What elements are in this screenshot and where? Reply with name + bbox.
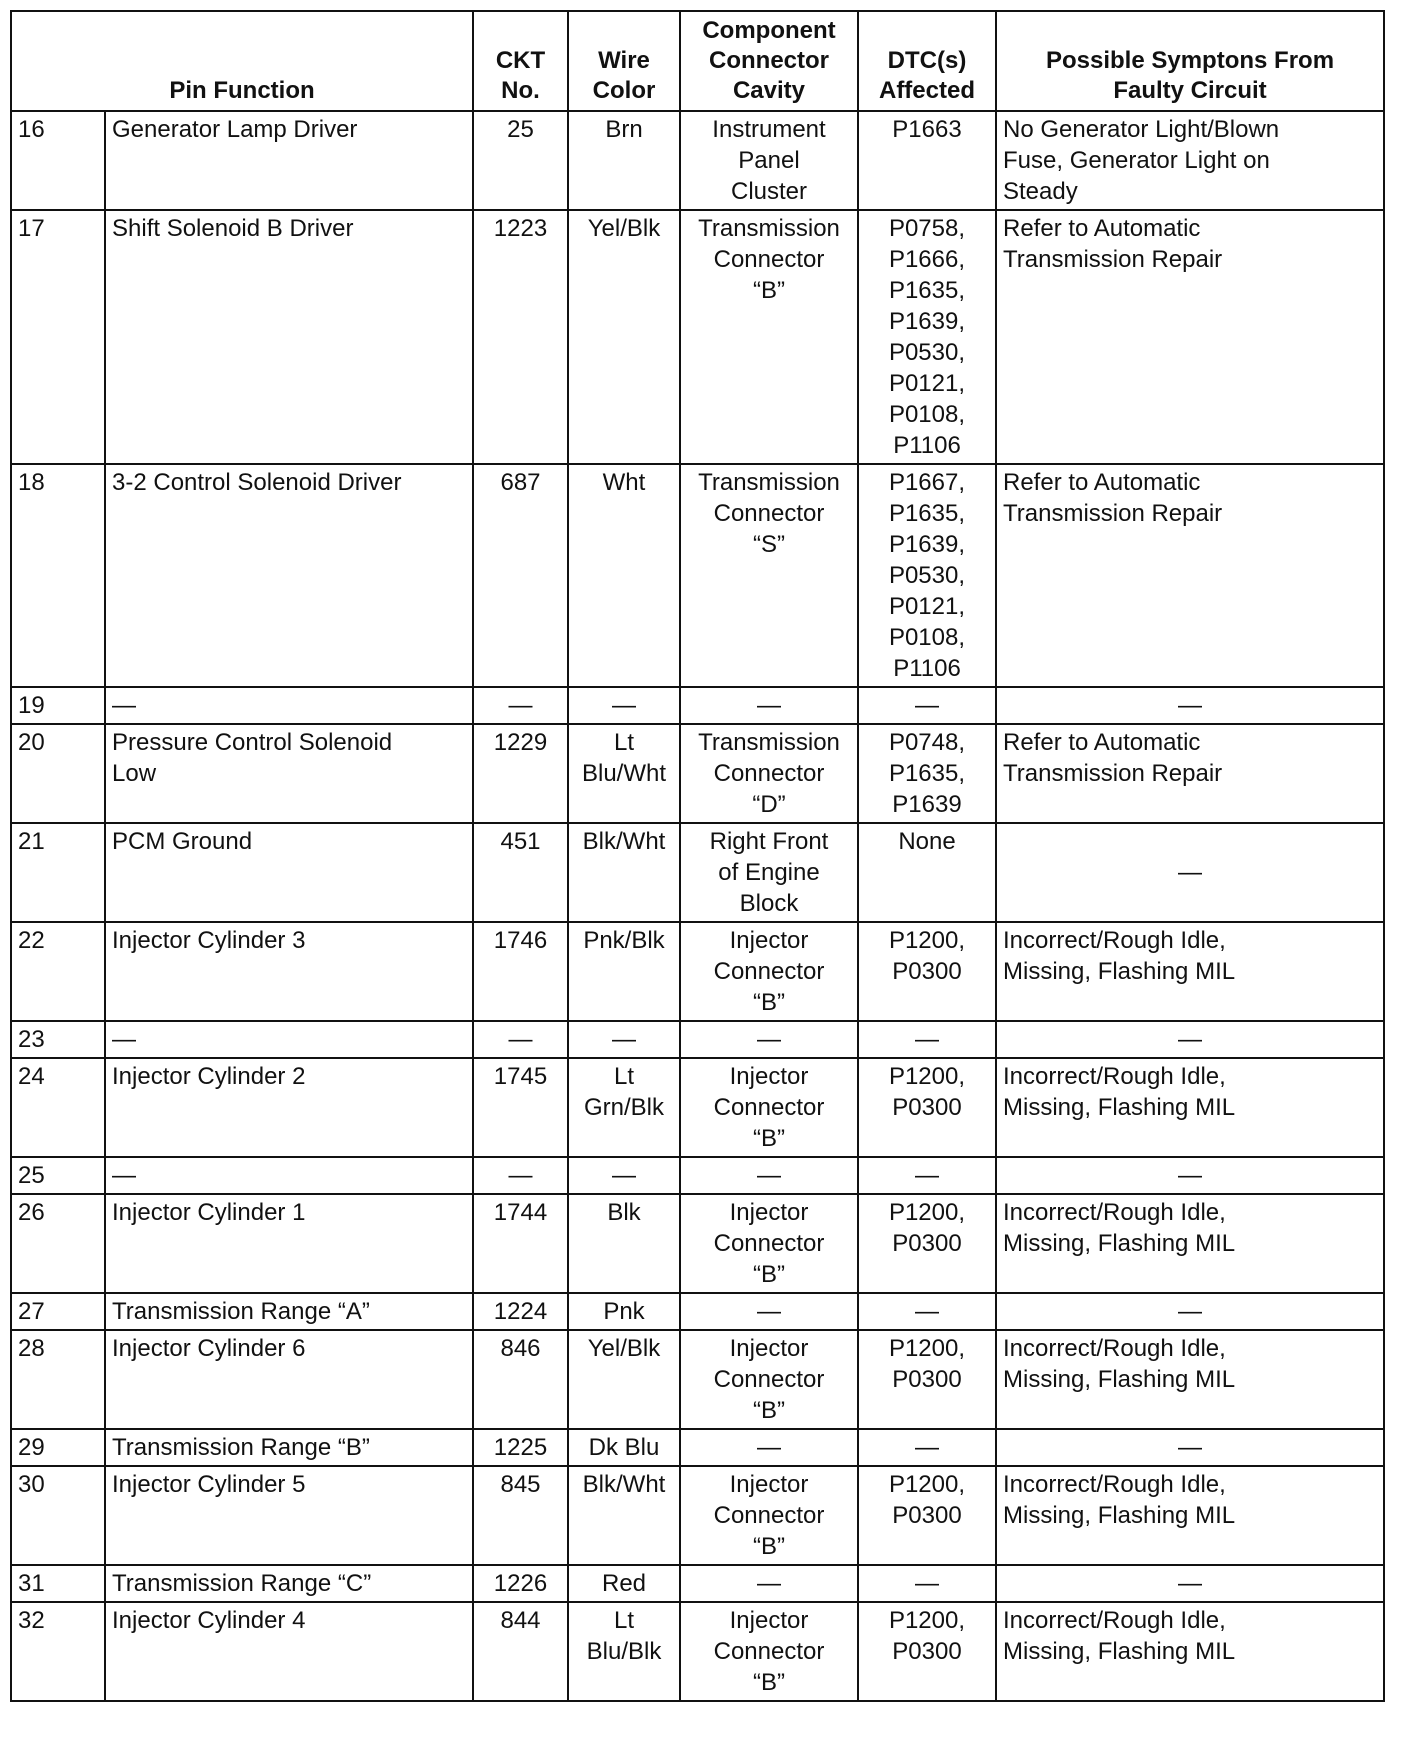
- pin-cell: 28: [11, 1330, 105, 1429]
- connector-cavity-cell: Transmission Connector “D”: [680, 724, 858, 823]
- connector-cavity-cell: Transmission Connector “B”: [680, 210, 858, 464]
- symptom-cell: —: [996, 687, 1384, 724]
- table-row: [11, 687, 1384, 724]
- ckt-number-cell: 1746: [473, 922, 568, 1021]
- dtc-cell: —: [858, 687, 996, 724]
- pin-cell: 22: [11, 922, 105, 1021]
- wire-color-cell: Yel/Blk: [568, 1330, 680, 1429]
- ckt-number-cell: —: [473, 687, 568, 724]
- pin-cell: 23: [11, 1021, 105, 1058]
- pin-function-cell: Pressure Control Solenoid Low: [105, 724, 473, 823]
- wire-color-cell: Dk Blu: [568, 1429, 680, 1466]
- pin-function-cell: Generator Lamp Driver: [105, 111, 473, 210]
- ckt-number-cell: 451: [473, 823, 568, 922]
- symptom-cell: Incorrect/Rough Idle, Missing, Flashing MIL: [996, 1330, 1384, 1429]
- connector-cavity-cell: Instrument Panel Cluster: [680, 111, 858, 210]
- wire-color-cell: Brn: [568, 111, 680, 210]
- dtc-cell: P1200, P0300: [858, 1194, 996, 1293]
- symptom-cell: Incorrect/Rough Idle, Missing, Flashing MIL: [996, 1058, 1384, 1157]
- ckt-number-cell: 1223: [473, 210, 568, 464]
- dtc-cell: P1200, P0300: [858, 1330, 996, 1429]
- header-pin-function: Pin Function: [11, 11, 473, 111]
- table-row: [11, 823, 1384, 922]
- wire-color-cell: —: [568, 1021, 680, 1058]
- pin-cell: 17: [11, 210, 105, 464]
- ckt-number-cell: 1225: [473, 1429, 568, 1466]
- pin-cell: 25: [11, 1157, 105, 1194]
- table-row: [11, 922, 1384, 1021]
- connector-cavity-cell: —: [680, 1157, 858, 1194]
- pin-function-cell: 3-2 Control Solenoid Driver: [105, 464, 473, 687]
- dtc-cell: P1663: [858, 111, 996, 210]
- dtc-cell: None: [858, 823, 996, 922]
- dtc-cell: —: [858, 1021, 996, 1058]
- dtc-cell: —: [858, 1565, 996, 1602]
- pin-function-table: [10, 10, 1385, 1702]
- document-page: [10, 10, 1383, 1702]
- pin-function-cell: —: [105, 687, 473, 724]
- ckt-number-cell: 846: [473, 1330, 568, 1429]
- wire-color-cell: Blk: [568, 1194, 680, 1293]
- pin-cell: 16: [11, 111, 105, 210]
- pin-cell: 30: [11, 1466, 105, 1565]
- symptom-cell: —: [996, 823, 1384, 922]
- wire-color-cell: Blk/Wht: [568, 1466, 680, 1565]
- ckt-number-cell: 1226: [473, 1565, 568, 1602]
- dtc-cell: P0748, P1635, P1639: [858, 724, 996, 823]
- connector-cavity-cell: —: [680, 687, 858, 724]
- symptom-cell: Incorrect/Rough Idle, Missing, Flashing MIL: [996, 922, 1384, 1021]
- dtc-cell: P1200, P0300: [858, 1602, 996, 1701]
- pin-function-cell: Injector Cylinder 6: [105, 1330, 473, 1429]
- pin-cell: 29: [11, 1429, 105, 1466]
- table-row: [11, 464, 1384, 687]
- table-row: [11, 1429, 1384, 1466]
- pin-cell: 21: [11, 823, 105, 922]
- pin-function-cell: Transmission Range “C”: [105, 1565, 473, 1602]
- symptom-cell: Incorrect/Rough Idle, Missing, Flashing MIL: [996, 1466, 1384, 1565]
- wire-color-cell: Lt Blu/Blk: [568, 1602, 680, 1701]
- header-row: [11, 11, 1384, 111]
- ckt-number-cell: —: [473, 1157, 568, 1194]
- header-possible-symptoms: Possible Symptons From Faulty Circuit: [996, 11, 1384, 111]
- connector-cavity-cell: Injector Connector “B”: [680, 1330, 858, 1429]
- pin-function-cell: Injector Cylinder 2: [105, 1058, 473, 1157]
- ckt-number-cell: 1229: [473, 724, 568, 823]
- dtc-cell: P1200, P0300: [858, 922, 996, 1021]
- table-row: [11, 1058, 1384, 1157]
- ckt-number-cell: 1744: [473, 1194, 568, 1293]
- pin-cell: 27: [11, 1293, 105, 1330]
- wire-color-cell: Wht: [568, 464, 680, 687]
- wire-color-cell: Pnk: [568, 1293, 680, 1330]
- symptom-cell: —: [996, 1157, 1384, 1194]
- connector-cavity-cell: Injector Connector “B”: [680, 1602, 858, 1701]
- pin-cell: 18: [11, 464, 105, 687]
- header-connector-cavity: Component Connector Cavity: [680, 11, 858, 111]
- pin-cell: 31: [11, 1565, 105, 1602]
- ckt-number-cell: 1745: [473, 1058, 568, 1157]
- ckt-number-cell: 845: [473, 1466, 568, 1565]
- symptom-cell: —: [996, 1021, 1384, 1058]
- pin-cell: 24: [11, 1058, 105, 1157]
- pin-cell: 19: [11, 687, 105, 724]
- pin-function-cell: —: [105, 1157, 473, 1194]
- ckt-number-cell: 844: [473, 1602, 568, 1701]
- table-row: [11, 1293, 1384, 1330]
- connector-cavity-cell: Right Front of Engine Block: [680, 823, 858, 922]
- symptom-cell: Incorrect/Rough Idle, Missing, Flashing MIL: [996, 1194, 1384, 1293]
- connector-cavity-cell: —: [680, 1293, 858, 1330]
- header-dtc-affected: DTC(s) Affected: [858, 11, 996, 111]
- dtc-cell: —: [858, 1429, 996, 1466]
- pin-cell: 20: [11, 724, 105, 823]
- table-row: [11, 1157, 1384, 1194]
- symptom-cell: Refer to Automatic Transmission Repair: [996, 464, 1384, 687]
- connector-cavity-cell: Transmission Connector “S”: [680, 464, 858, 687]
- wire-color-cell: Yel/Blk: [568, 210, 680, 464]
- pin-cell: 26: [11, 1194, 105, 1293]
- symptom-cell: No Generator Light/Blown Fuse, Generator Light on Steady: [996, 111, 1384, 210]
- header-ckt-no: CKT No.: [473, 11, 568, 111]
- pin-function-cell: —: [105, 1021, 473, 1058]
- pin-function-cell: Transmission Range “B”: [105, 1429, 473, 1466]
- table-row: [11, 111, 1384, 210]
- symptom-cell: Refer to Automatic Transmission Repair: [996, 724, 1384, 823]
- table-row: [11, 1466, 1384, 1565]
- table-row: [11, 1565, 1384, 1602]
- dtc-cell: —: [858, 1293, 996, 1330]
- connector-cavity-cell: —: [680, 1021, 858, 1058]
- pin-function-cell: Injector Cylinder 4: [105, 1602, 473, 1701]
- dtc-cell: P1200, P0300: [858, 1058, 996, 1157]
- header-wire-color: Wire Color: [568, 11, 680, 111]
- dtc-cell: P1200, P0300: [858, 1466, 996, 1565]
- wire-color-cell: Lt Grn/Blk: [568, 1058, 680, 1157]
- symptom-cell: Refer to Automatic Transmission Repair: [996, 210, 1384, 464]
- ckt-number-cell: 25: [473, 111, 568, 210]
- pin-function-cell: Transmission Range “A”: [105, 1293, 473, 1330]
- symptom-cell: —: [996, 1565, 1384, 1602]
- pin-function-cell: Injector Cylinder 5: [105, 1466, 473, 1565]
- wire-color-cell: Lt Blu/Wht: [568, 724, 680, 823]
- connector-cavity-cell: —: [680, 1429, 858, 1466]
- connector-cavity-cell: Injector Connector “B”: [680, 1194, 858, 1293]
- ckt-number-cell: 1224: [473, 1293, 568, 1330]
- pin-cell: 32: [11, 1602, 105, 1701]
- pin-function-cell: Shift Solenoid B Driver: [105, 210, 473, 464]
- symptom-cell: —: [996, 1293, 1384, 1330]
- wire-color-cell: Red: [568, 1565, 680, 1602]
- wire-color-cell: Blk/Wht: [568, 823, 680, 922]
- pin-function-cell: PCM Ground: [105, 823, 473, 922]
- table-row: [11, 1330, 1384, 1429]
- connector-cavity-cell: Injector Connector “B”: [680, 922, 858, 1021]
- table-row: [11, 1602, 1384, 1701]
- wire-color-cell: Pnk/Blk: [568, 922, 680, 1021]
- table-row: [11, 1194, 1384, 1293]
- symptom-cell: Incorrect/Rough Idle, Missing, Flashing MIL: [996, 1602, 1384, 1701]
- table-row: [11, 724, 1384, 823]
- wire-color-cell: —: [568, 1157, 680, 1194]
- table-row: [11, 1021, 1384, 1058]
- symptom-cell: —: [996, 1429, 1384, 1466]
- ckt-number-cell: 687: [473, 464, 568, 687]
- dtc-cell: —: [858, 1157, 996, 1194]
- pin-function-cell: Injector Cylinder 1: [105, 1194, 473, 1293]
- table-body: [11, 111, 1384, 1701]
- connector-cavity-cell: Injector Connector “B”: [680, 1058, 858, 1157]
- dtc-cell: P0758, P1666, P1635, P1639, P0530, P0121, P0108, P1106: [858, 210, 996, 464]
- connector-cavity-cell: Injector Connector “B”: [680, 1466, 858, 1565]
- ckt-number-cell: —: [473, 1021, 568, 1058]
- connector-cavity-cell: —: [680, 1565, 858, 1602]
- pin-function-cell: Injector Cylinder 3: [105, 922, 473, 1021]
- dtc-cell: P1667, P1635, P1639, P0530, P0121, P0108, P1106: [858, 464, 996, 687]
- wire-color-cell: —: [568, 687, 680, 724]
- table-row: [11, 210, 1384, 464]
